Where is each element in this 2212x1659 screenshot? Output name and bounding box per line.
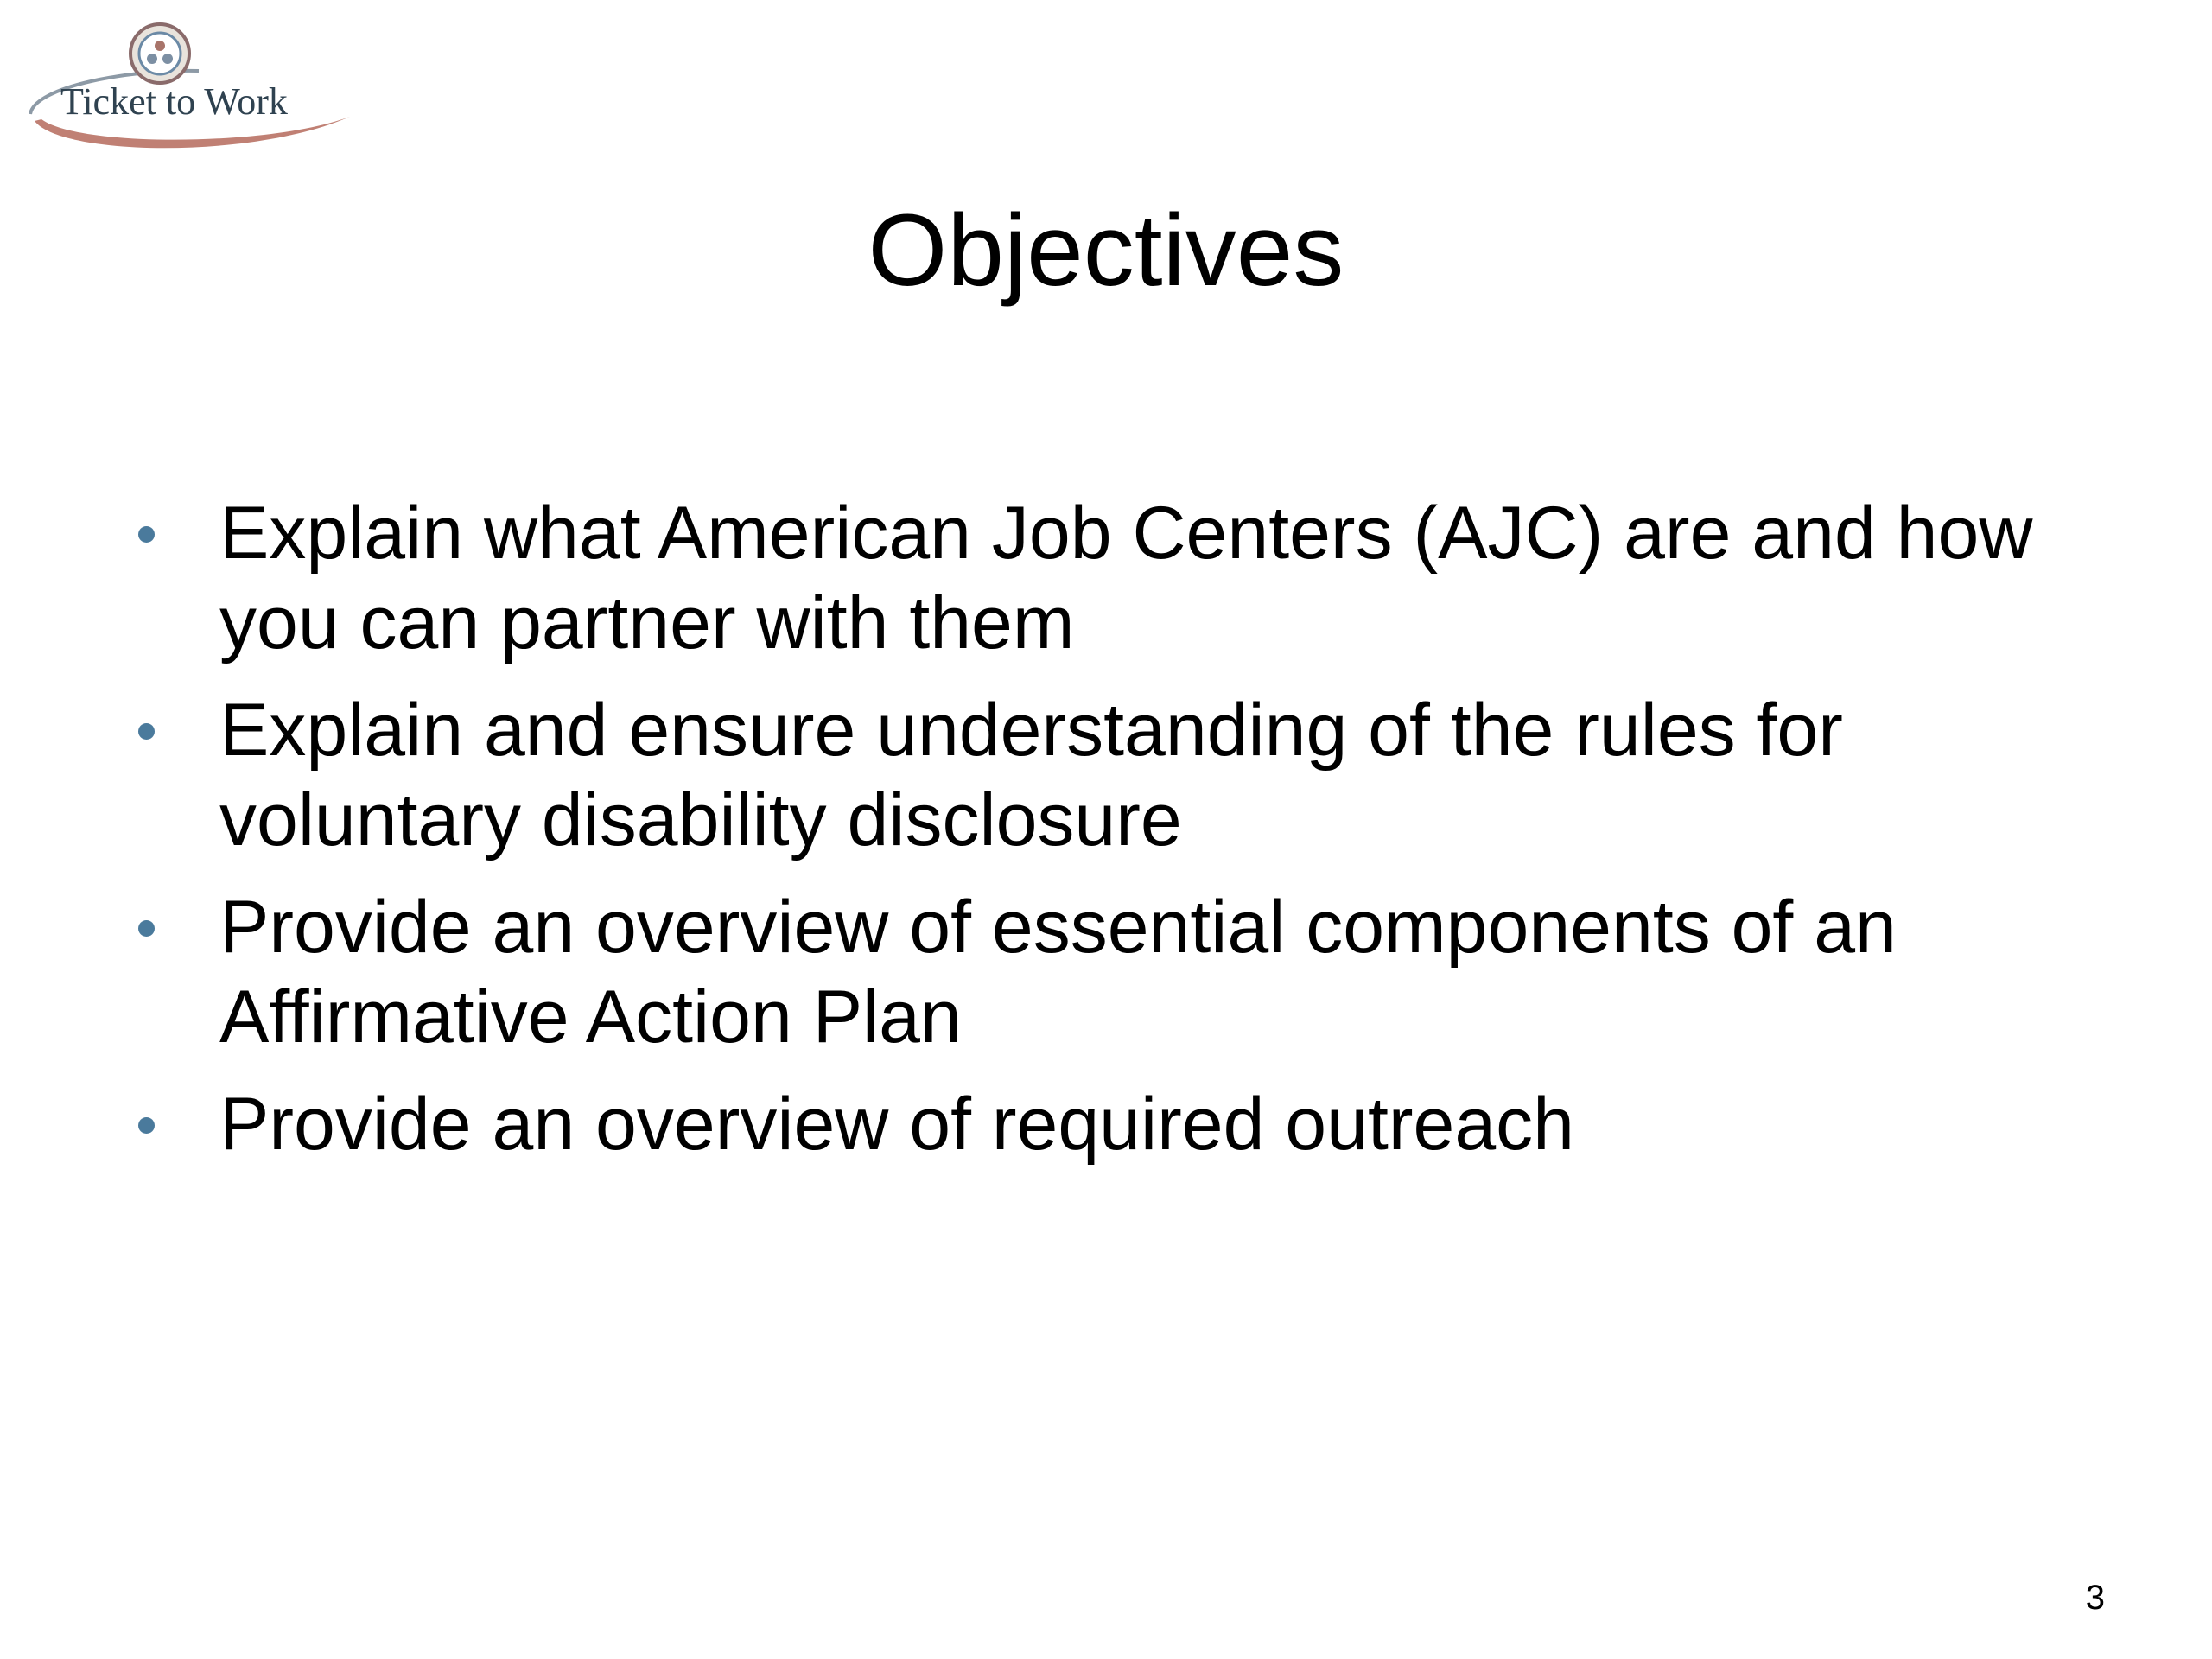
objectives-list (128, 488, 2115, 1186)
bullet-text: Explain and ensure understanding of the rules for voluntary disability disclosure (219, 689, 1843, 861)
bullet-icon (138, 526, 155, 543)
ticket-to-work-logo-icon (26, 17, 354, 151)
bullet-text: Provide an overview of essential components of an Affirmative Action Plan (219, 886, 1897, 1058)
list-item (128, 1079, 2115, 1169)
list-item (128, 488, 2115, 668)
list-item (128, 882, 2115, 1062)
ticket-to-work-logo (26, 17, 354, 151)
bullet-icon (138, 1117, 155, 1134)
bullet-icon (138, 723, 155, 740)
slide-title: Objectives (868, 194, 1344, 308)
list-item (128, 685, 2115, 865)
bullet-icon (138, 920, 155, 937)
page-number: 3 (2085, 1579, 2105, 1617)
svg-text:Ticket to Work: Ticket to Work (60, 80, 288, 123)
bullet-text: Provide an overview of required outreach (219, 1083, 1574, 1166)
bullet-text: Explain what American Job Centers (AJC) are and how you can partner with them (219, 492, 2033, 664)
